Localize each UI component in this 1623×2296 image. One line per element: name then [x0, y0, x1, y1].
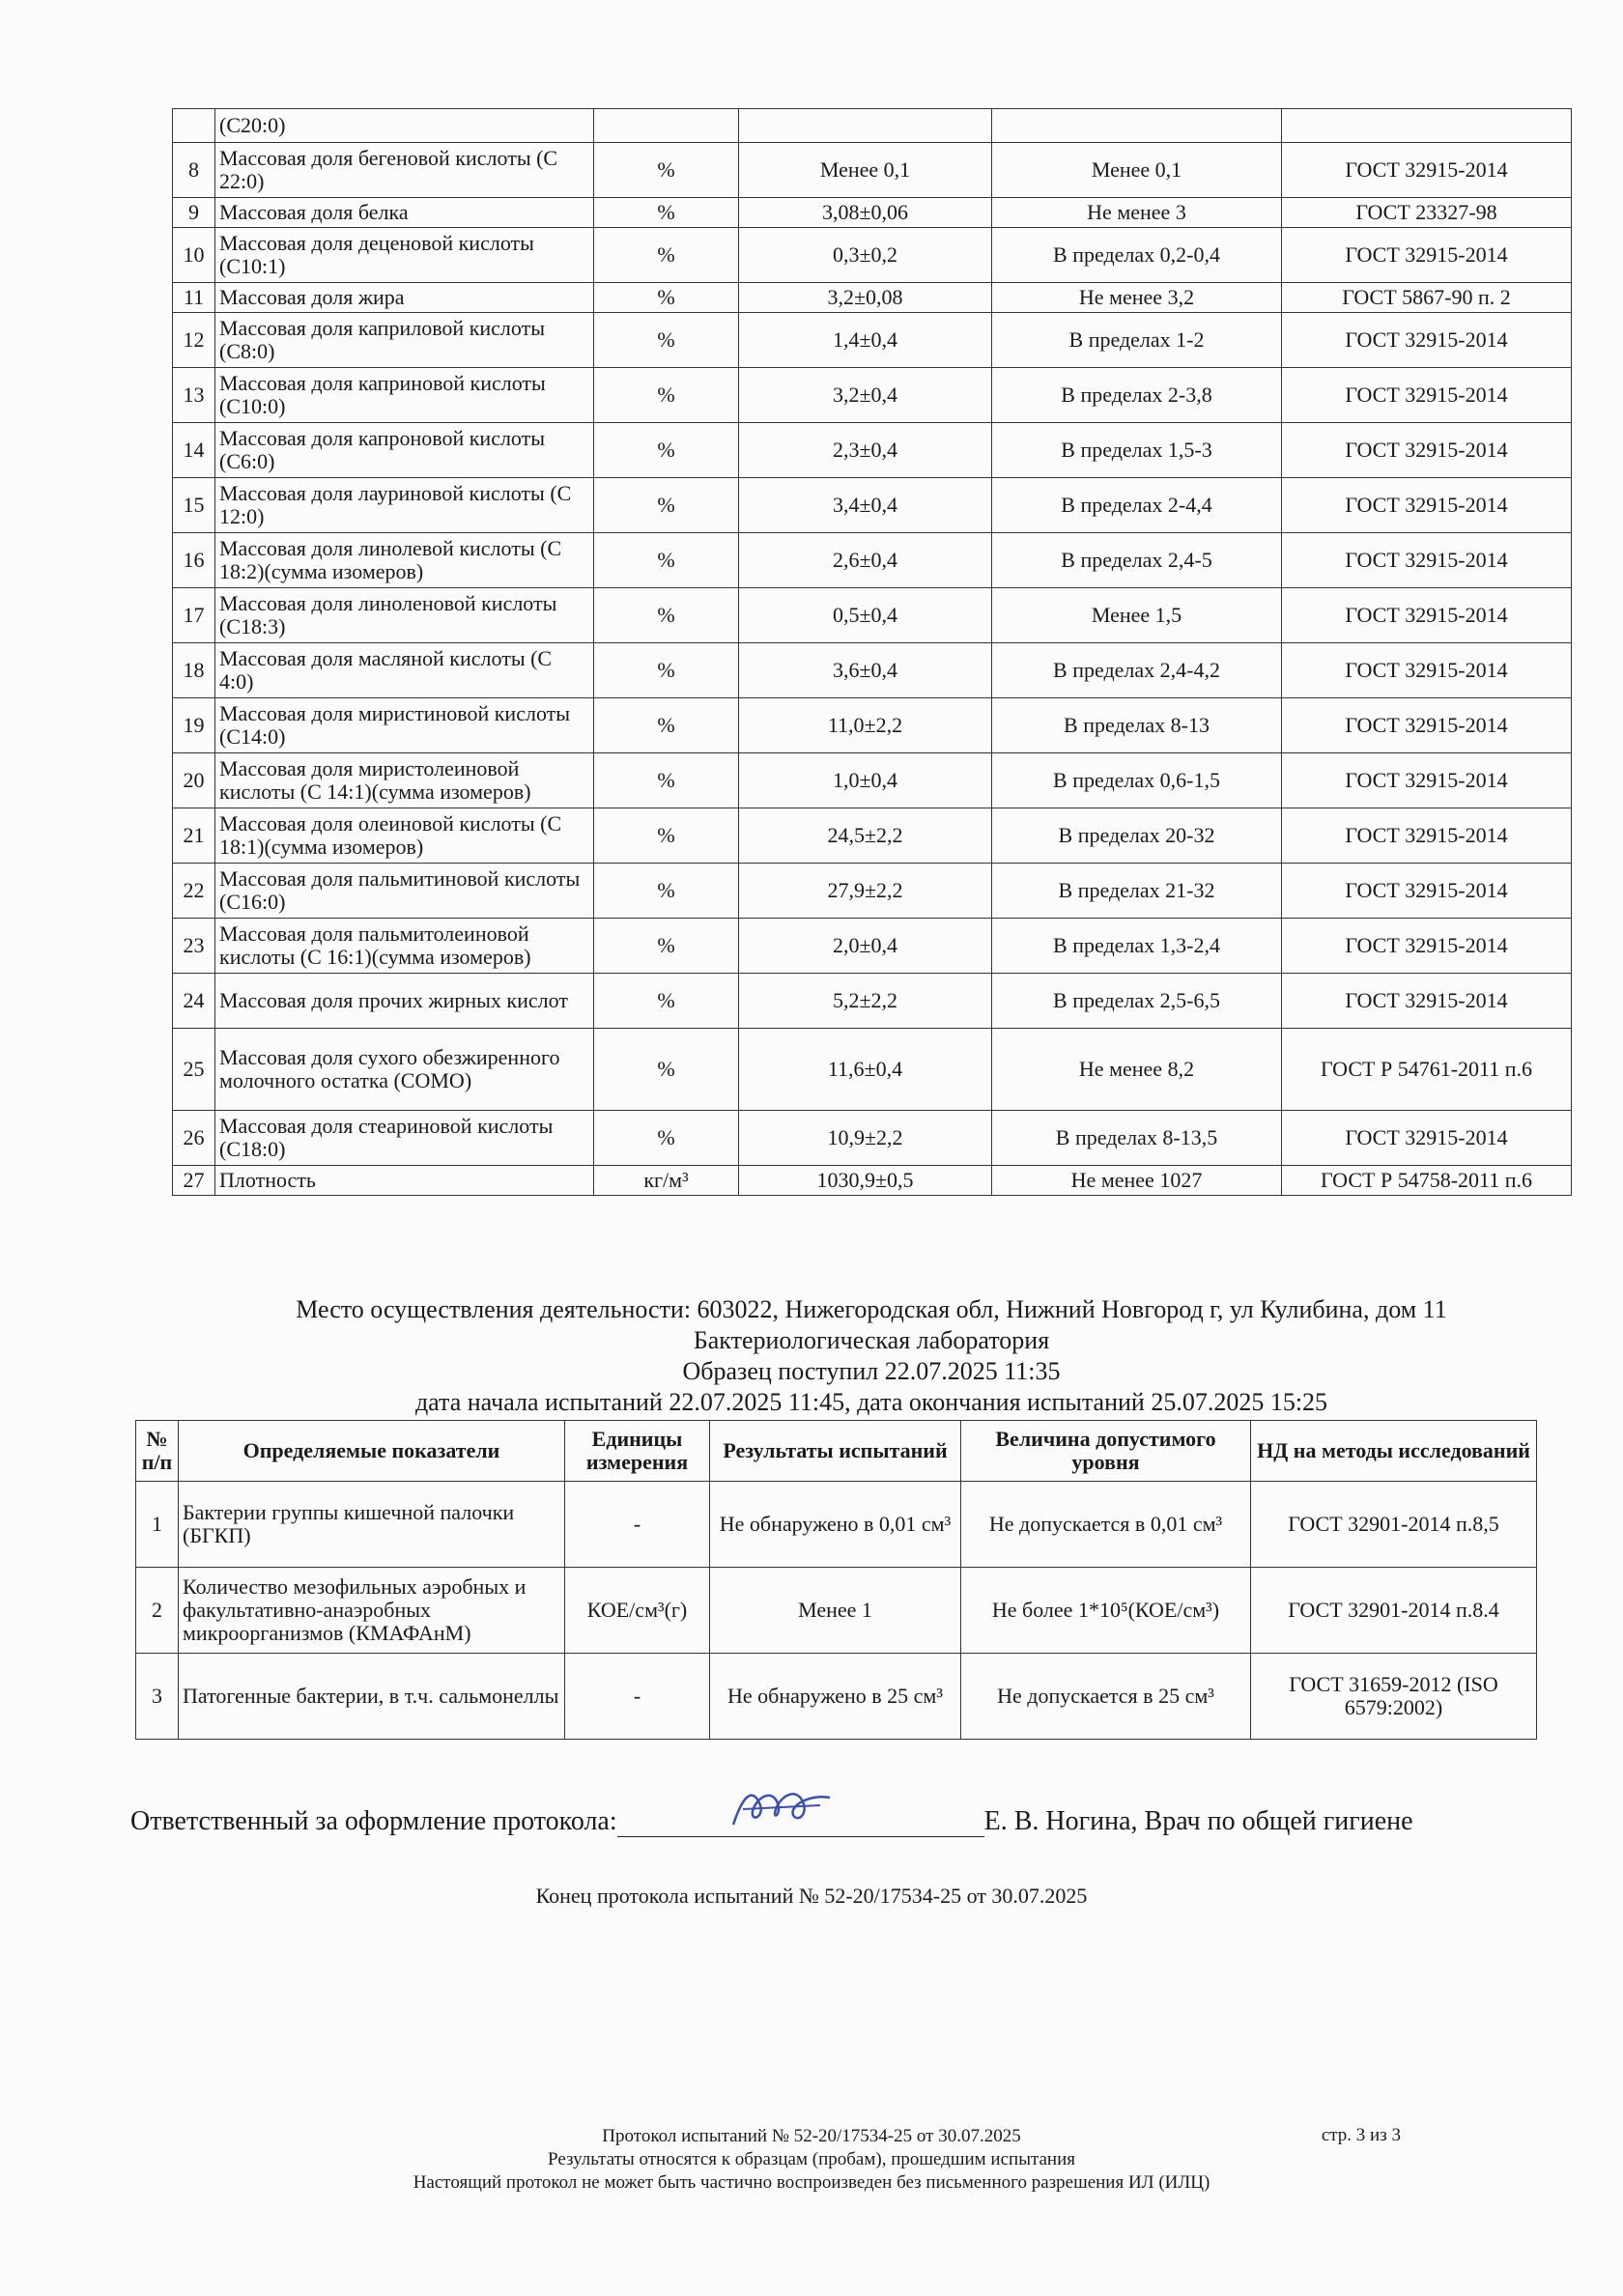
- method-cell: ГОСТ Р 54758-2011 п.6: [1282, 1166, 1572, 1196]
- method-cell: ГОСТ 32915-2014: [1282, 808, 1572, 864]
- result-cell: Менее 0,1: [739, 143, 992, 198]
- unit-cell: %: [594, 1029, 739, 1111]
- row-number: 3: [136, 1654, 179, 1740]
- indicator-name: Массовая доля масляной кислоты (С 4:0): [215, 643, 594, 698]
- unit-cell: %: [594, 919, 739, 974]
- test-dates: дата начала испытаний 22.07.2025 11:45, дата окончания испытаний 25.07.2025 15:25: [414, 1388, 1328, 1416]
- method-cell: ГОСТ Р 54761-2011 п.6: [1282, 1029, 1572, 1111]
- result-cell: 27,9±2,2: [739, 864, 992, 919]
- norm-cell: Не менее 1027: [992, 1166, 1282, 1196]
- signature-icon: [724, 1776, 840, 1834]
- row-number: 2: [136, 1568, 179, 1654]
- indicator-name: Массовая доля белка: [215, 198, 594, 228]
- table-row: [173, 478, 1572, 533]
- chemistry-results-table: [172, 108, 1572, 1196]
- result-cell: 0,5±0,4: [739, 588, 992, 643]
- place-of-activity: Место осуществления деятельности: 603022, Нижегородская обл, Нижний Новгород г, ул Кулибина, дом 11: [296, 1295, 1447, 1323]
- unit-cell: %: [594, 1111, 739, 1166]
- unit-cell: %: [594, 198, 739, 228]
- result-cell: 3,4±0,4: [739, 478, 992, 533]
- footer-results-note: Результаты относятся к образцам (пробам), прошедшим испытания: [548, 2149, 1075, 2169]
- col-header-result: Результаты испытаний: [710, 1421, 961, 1482]
- method-cell: ГОСТ 32915-2014: [1282, 864, 1572, 919]
- result-cell: 2,0±0,4: [739, 919, 992, 974]
- row-number: 27: [173, 1166, 215, 1196]
- table-row: [136, 1654, 1537, 1740]
- indicator-name: Массовая доля линолевой кислоты (С 18:2)(сумма изомеров): [215, 533, 594, 588]
- indicator-name: Массовая доля пальмитолеиновой кислоты (С 16:1)(сумма изомеров): [215, 919, 594, 974]
- row-number: 11: [173, 283, 215, 313]
- table-row: [173, 228, 1572, 283]
- unit-cell: -: [565, 1482, 710, 1568]
- method-cell: ГОСТ 32915-2014: [1282, 478, 1572, 533]
- unit-cell: кг/м³: [594, 1166, 739, 1196]
- row-number: 25: [173, 1029, 215, 1111]
- method-cell: ГОСТ 32915-2014: [1282, 588, 1572, 643]
- col-header-norm: Величина допустимого уровня: [961, 1421, 1251, 1482]
- norm-cell: [992, 109, 1282, 143]
- result-cell: [739, 109, 992, 143]
- signature-line: [617, 1809, 984, 1837]
- row-number: 26: [173, 1111, 215, 1166]
- row-number: 1: [136, 1482, 179, 1568]
- result-cell: 3,2±0,4: [739, 368, 992, 423]
- result-cell: 24,5±2,2: [739, 808, 992, 864]
- indicator-name: Массовая доля жира: [215, 283, 594, 313]
- method-cell: ГОСТ 5867-90 п. 2: [1282, 283, 1572, 313]
- result-cell: Не обнаружено в 0,01 см³: [710, 1482, 961, 1568]
- table-row: [136, 1568, 1537, 1654]
- method-cell: ГОСТ 32915-2014: [1282, 143, 1572, 198]
- norm-cell: Не менее 3,2: [992, 283, 1282, 313]
- norm-cell: Менее 0,1: [992, 143, 1282, 198]
- norm-cell: В пределах 1-2: [992, 313, 1282, 368]
- norm-cell: Не допускается в 0,01 см³: [961, 1482, 1251, 1568]
- page-number: стр. 3 из 3: [1321, 2125, 1401, 2145]
- indicator-name: Количество мезофильных аэробных и факультативно-анаэробных микроорганизмов (КМАФАнМ): [179, 1568, 565, 1654]
- row-number: 15: [173, 478, 215, 533]
- result-cell: 3,6±0,4: [739, 643, 992, 698]
- row-number: 12: [173, 313, 215, 368]
- indicator-name: Массовая доля олеиновой кислоты (С 18:1)(сумма изомеров): [215, 808, 594, 864]
- method-cell: ГОСТ 32915-2014: [1282, 919, 1572, 974]
- norm-cell: Не допускается в 25 см³: [961, 1654, 1251, 1740]
- table-row: [173, 864, 1572, 919]
- col-header-unit: Единицы измерения: [565, 1421, 710, 1482]
- result-cell: 3,08±0,06: [739, 198, 992, 228]
- unit-cell: %: [594, 368, 739, 423]
- norm-cell: Не менее 3: [992, 198, 1282, 228]
- row-number: 8: [173, 143, 215, 198]
- norm-cell: В пределах 2,4-5: [992, 533, 1282, 588]
- result-cell: 10,9±2,2: [739, 1111, 992, 1166]
- indicator-name: Массовая доля линоленовой кислоты (С18:3): [215, 588, 594, 643]
- row-number: 13: [173, 368, 215, 423]
- unit-cell: %: [594, 864, 739, 919]
- table-row: [173, 1029, 1572, 1111]
- sample-received: Образец поступил 22.07.2025 11:35: [682, 1357, 1061, 1385]
- method-cell: ГОСТ 31659-2012 (ISO 6579:2002): [1251, 1654, 1537, 1740]
- method-cell: ГОСТ 23327-98: [1282, 198, 1572, 228]
- responsible-label: Ответственный за оформление протокола:: [130, 1806, 617, 1836]
- table-row: [173, 143, 1572, 198]
- row-number: 17: [173, 588, 215, 643]
- unit-cell: [594, 109, 739, 143]
- row-number: 19: [173, 698, 215, 753]
- table-row: [173, 1111, 1572, 1166]
- footer-copy-note: Настоящий протокол не может быть частично воспроизведен без письменного разрешения ИЛ (ИЛЦ): [413, 2172, 1210, 2193]
- indicator-name: Массовая доля каприновой кислоты (С10:0): [215, 368, 594, 423]
- row-number: [173, 109, 215, 143]
- unit-cell: %: [594, 478, 739, 533]
- norm-cell: В пределах 8-13,5: [992, 1111, 1282, 1166]
- indicator-name: Патогенные бактерии, в т.ч. сальмонеллы: [179, 1654, 565, 1740]
- unit-cell: %: [594, 533, 739, 588]
- method-cell: ГОСТ 32915-2014: [1282, 698, 1572, 753]
- norm-cell: В пределах 1,5-3: [992, 423, 1282, 478]
- col-header-num: № п/п: [136, 1421, 179, 1482]
- norm-cell: В пределах 0,2-0,4: [992, 228, 1282, 283]
- method-cell: ГОСТ 32915-2014: [1282, 753, 1572, 808]
- result-cell: 3,2±0,08: [739, 283, 992, 313]
- indicator-name: Массовая доля лауриновой кислоты (С 12:0): [215, 478, 594, 533]
- table-row: [173, 313, 1572, 368]
- unit-cell: КОЕ/см³(г): [565, 1568, 710, 1654]
- footer-protocol: Протокол испытаний № 52-20/17534-25 от 30.07.2025: [602, 2126, 1021, 2146]
- result-cell: 2,6±0,4: [739, 533, 992, 588]
- table-row: [173, 698, 1572, 753]
- microbiology-results-table: [135, 1420, 1537, 1740]
- table-row: [173, 808, 1572, 864]
- indicator-name: Массовая доля капроновой кислоты (С6:0): [215, 423, 594, 478]
- row-number: 23: [173, 919, 215, 974]
- table-row: [173, 283, 1572, 313]
- unit-cell: -: [565, 1654, 710, 1740]
- responsible-person: Е. В. Ногина, Врач по общей гигиене: [983, 1806, 1413, 1836]
- result-cell: 5,2±2,2: [739, 974, 992, 1029]
- result-cell: 11,6±0,4: [739, 1029, 992, 1111]
- norm-cell: Не менее 8,2: [992, 1029, 1282, 1111]
- result-cell: Не обнаружено в 25 см³: [710, 1654, 961, 1740]
- method-cell: ГОСТ 32901-2014 п.8.4: [1251, 1568, 1537, 1654]
- result-cell: 1030,9±0,5: [739, 1166, 992, 1196]
- row-number: 20: [173, 753, 215, 808]
- method-cell: ГОСТ 32915-2014: [1282, 423, 1572, 478]
- table-row: [173, 109, 1572, 143]
- lab-name: Бактериологическая лаборатория: [693, 1326, 1050, 1354]
- indicator-name: Плотность: [215, 1166, 594, 1196]
- norm-cell: В пределах 8-13: [992, 698, 1282, 753]
- norm-cell: В пределах 2,5-6,5: [992, 974, 1282, 1029]
- responsible-line: [130, 1806, 1531, 1837]
- row-number: 18: [173, 643, 215, 698]
- sample-info-block: [172, 1294, 1571, 1418]
- indicator-name: Массовая доля миристиновой кислоты (С14:0): [215, 698, 594, 753]
- indicator-name: Массовая доля деценовой кислоты (С10:1): [215, 228, 594, 283]
- method-cell: ГОСТ 32915-2014: [1282, 974, 1572, 1029]
- indicator-name: Массовая доля прочих жирных кислот: [215, 974, 594, 1029]
- unit-cell: %: [594, 228, 739, 283]
- method-cell: ГОСТ 32915-2014: [1282, 368, 1572, 423]
- table-row: [136, 1482, 1537, 1568]
- norm-cell: В пределах 2-4,4: [992, 478, 1282, 533]
- norm-cell: В пределах 1,3-2,4: [992, 919, 1282, 974]
- row-number: 16: [173, 533, 215, 588]
- method-cell: ГОСТ 32901-2014 п.8,5: [1251, 1482, 1537, 1568]
- norm-cell: В пределах 20-32: [992, 808, 1282, 864]
- row-number: 9: [173, 198, 215, 228]
- unit-cell: %: [594, 753, 739, 808]
- table-row: [173, 588, 1572, 643]
- col-header-nd: НД на методы исследований: [1251, 1421, 1537, 1482]
- unit-cell: %: [594, 698, 739, 753]
- unit-cell: %: [594, 974, 739, 1029]
- unit-cell: %: [594, 313, 739, 368]
- table-row: [173, 753, 1572, 808]
- norm-cell: В пределах 2-3,8: [992, 368, 1282, 423]
- row-number: 24: [173, 974, 215, 1029]
- indicator-name: Массовая доля сухого обезжиренного молочного остатка (СОМО): [215, 1029, 594, 1111]
- table-row: [173, 368, 1572, 423]
- result-cell: 2,3±0,4: [739, 423, 992, 478]
- table-row: [173, 423, 1572, 478]
- protocol-end-note: Конец протокола испытаний № 52-20/17534-25 от 30.07.2025: [535, 1884, 1088, 1908]
- row-number: 21: [173, 808, 215, 864]
- row-number: 14: [173, 423, 215, 478]
- indicator-name: Массовая доля миристолеиновой кислоты (С 14:1)(сумма изомеров): [215, 753, 594, 808]
- result-cell: 0,3±0,2: [739, 228, 992, 283]
- result-cell: 1,4±0,4: [739, 313, 992, 368]
- unit-cell: %: [594, 143, 739, 198]
- unit-cell: %: [594, 808, 739, 864]
- result-cell: 1,0±0,4: [739, 753, 992, 808]
- unit-cell: %: [594, 588, 739, 643]
- table-row: [173, 198, 1572, 228]
- row-number: 10: [173, 228, 215, 283]
- indicator-name: Массовая доля каприловой кислоты (С8:0): [215, 313, 594, 368]
- indicator-name: (С20:0): [215, 109, 594, 143]
- norm-cell: В пределах 21-32: [992, 864, 1282, 919]
- method-cell: ГОСТ 32915-2014: [1282, 643, 1572, 698]
- col-header-name: Определяемые показатели: [179, 1421, 565, 1482]
- norm-cell: Менее 1,5: [992, 588, 1282, 643]
- norm-cell: Не более 1*10⁵(КОЕ/см³): [961, 1568, 1251, 1654]
- indicator-name: Массовая доля стеариновой кислоты (С18:0): [215, 1111, 594, 1166]
- indicator-name: Массовая доля бегеновой кислоты (С 22:0): [215, 143, 594, 198]
- method-cell: ГОСТ 32915-2014: [1282, 228, 1572, 283]
- norm-cell: В пределах 0,6-1,5: [992, 753, 1282, 808]
- norm-cell: В пределах 2,4-4,2: [992, 643, 1282, 698]
- result-cell: Менее 1: [710, 1568, 961, 1654]
- indicator-name: Бактерии группы кишечной палочки (БГКП): [179, 1482, 565, 1568]
- table-row: [173, 1166, 1572, 1196]
- table-row: [173, 919, 1572, 974]
- indicator-name: Массовая доля пальмитиновой кислоты (С16:0): [215, 864, 594, 919]
- table-row: [173, 974, 1572, 1029]
- table-row: [173, 533, 1572, 588]
- unit-cell: %: [594, 283, 739, 313]
- method-cell: ГОСТ 32915-2014: [1282, 313, 1572, 368]
- method-cell: [1282, 109, 1572, 143]
- method-cell: ГОСТ 32915-2014: [1282, 533, 1572, 588]
- unit-cell: %: [594, 643, 739, 698]
- result-cell: 11,0±2,2: [739, 698, 992, 753]
- row-number: 22: [173, 864, 215, 919]
- unit-cell: %: [594, 423, 739, 478]
- table-header-row: [136, 1421, 1537, 1482]
- method-cell: ГОСТ 32915-2014: [1282, 1111, 1572, 1166]
- table-row: [173, 643, 1572, 698]
